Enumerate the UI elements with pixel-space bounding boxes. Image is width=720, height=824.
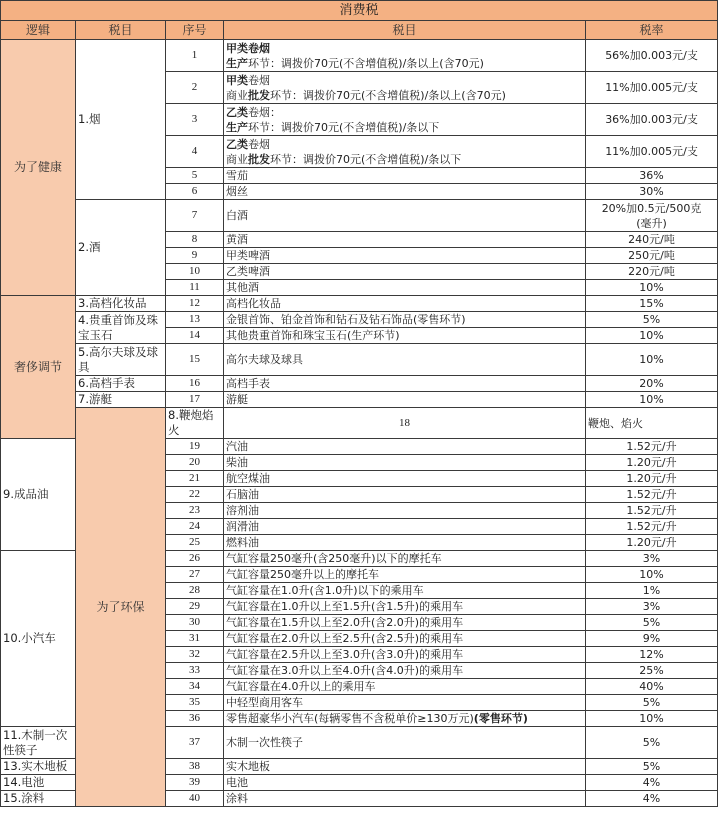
seq-cell: 37 (166, 727, 224, 759)
rate-cell: 12% (586, 647, 718, 663)
category-flooring: 13.实木地板 (1, 759, 76, 775)
category-oil: 9.成品油 (1, 439, 76, 551)
seq-cell: 3 (166, 104, 224, 136)
seq-cell: 33 (166, 663, 224, 679)
table-title: 消费税 (1, 1, 718, 21)
rate-cell: 10% (586, 711, 718, 727)
category-watches: 6.高档手表 (76, 376, 166, 392)
rate-cell: 1% (586, 583, 718, 599)
seq-cell: 15 (166, 344, 224, 376)
header-rate: 税率 (586, 21, 718, 40)
seq-cell: 24 (166, 519, 224, 535)
seq-cell: 22 (166, 487, 224, 503)
rate-cell: 9% (586, 631, 718, 647)
item-cell: 甲类啤酒 (224, 248, 586, 264)
item-text: 环节：调拨价70元(不含增值税)/条以下 (248, 120, 440, 134)
item-cell: 电池 (224, 775, 586, 791)
item-text: 零售超豪华小汽车(每辆零售不含税单价≥130万元) (226, 712, 474, 725)
item-text: 环节：调拨价70元(不含增值税)/条以上(含70元) (270, 88, 506, 102)
seq-cell: 11 (166, 280, 224, 296)
table-row (1, 312, 718, 328)
item-bold: 生产 (226, 120, 248, 134)
item-text: 卷烟： (248, 105, 281, 119)
rate-cell: 10% (586, 280, 718, 296)
rate-cell: 56%加0.003元/支 (586, 40, 718, 72)
header-seq: 序号 (166, 21, 224, 40)
item-cell: 雪茄 (224, 168, 586, 184)
seq-cell: 17 (166, 392, 224, 408)
seq-cell: 29 (166, 599, 224, 615)
item-bold: 甲类 (226, 73, 248, 87)
item-cell (224, 72, 586, 104)
seq-cell: 2 (166, 72, 224, 104)
seq-cell: 26 (166, 551, 224, 567)
seq-cell: 23 (166, 503, 224, 519)
rate-line: 20%加0.5元/500克 (601, 201, 702, 215)
seq-cell: 34 (166, 679, 224, 695)
rate-cell: 10% (586, 567, 718, 583)
item-cell: 其他贵重首饰和珠宝玉石(生产环节) (224, 328, 586, 344)
seq-cell: 8 (166, 232, 224, 248)
rate-cell: 1.52元/升 (586, 487, 718, 503)
logic-luxury: 奢侈调节 (1, 296, 76, 439)
seq-cell: 21 (166, 471, 224, 487)
rate-cell: 5% (586, 615, 718, 631)
item-cell: 气缸容量在4.0升以上的乘用车 (224, 679, 586, 695)
seq-cell: 14 (166, 328, 224, 344)
category-tobacco: 1.烟 (76, 40, 166, 200)
seq-cell: 31 (166, 631, 224, 647)
item-cell: 中轻型商用客车 (224, 695, 586, 711)
item-cell: 气缸容量在3.0升以上至4.0升(含4.0升)的乘用车 (224, 663, 586, 679)
seq-cell: 36 (166, 711, 224, 727)
item-text: 环节：调拨价70元(不含增值税)/条以下 (270, 152, 462, 166)
seq-cell: 35 (166, 695, 224, 711)
seq-cell: 39 (166, 775, 224, 791)
item-cell: 烟丝 (224, 184, 586, 200)
rate-cell: 1.20元/升 (586, 455, 718, 471)
seq-cell: 27 (166, 567, 224, 583)
rate-cell: 11%加0.005元/支 (586, 72, 718, 104)
seq-cell: 38 (166, 759, 224, 775)
table-row (1, 296, 718, 312)
item-text: 卷烟 (248, 73, 270, 87)
rate-cell: 240元/吨 (586, 232, 718, 248)
rate-cell: 5% (586, 695, 718, 711)
rate-cell: 20% (586, 376, 718, 392)
item-cell (224, 711, 586, 727)
item-cell: 气缸容量在1.5升以上至2.0升(含2.0升)的乘用车 (224, 615, 586, 631)
rate-cell: 30% (586, 184, 718, 200)
rate-cell: 11%加0.005元/支 (586, 136, 718, 168)
item-text: 商业 (226, 88, 248, 102)
item-cell: 石脑油 (224, 487, 586, 503)
item-cell: 实木地板 (224, 759, 586, 775)
rate-cell: 4% (586, 775, 718, 791)
rate-cell: 5% (586, 727, 718, 759)
item-bold: 甲类卷烟 (226, 41, 270, 55)
seq-cell: 28 (166, 583, 224, 599)
category-jewelry: 4.贵重首饰及珠宝玉石 (76, 312, 166, 344)
rate-cell: 15% (586, 296, 718, 312)
seq-cell: 40 (166, 791, 224, 807)
item-cell (224, 40, 586, 72)
logic-health: 为了健康 (1, 40, 76, 296)
item-cell: 涂料 (224, 791, 586, 807)
rate-cell (586, 200, 718, 232)
item-cell: 气缸容量250毫升以上的摩托车 (224, 567, 586, 583)
rate-cell: 1.52元/升 (586, 503, 718, 519)
rate-line: (毫升) (636, 216, 667, 230)
item-cell: 黄酒 (224, 232, 586, 248)
header-logic: 逻辑 (1, 21, 76, 40)
category-cosmetics: 3.高档化妆品 (76, 296, 166, 312)
item-cell: 气缸容量250毫升(含250毫升)以下的摩托车 (224, 551, 586, 567)
item-bold: 乙类 (226, 137, 248, 151)
item-cell: 汽油 (224, 439, 586, 455)
seq-cell: 19 (166, 439, 224, 455)
seq-cell: 25 (166, 535, 224, 551)
seq-cell: 20 (166, 455, 224, 471)
item-text: 卷烟 (248, 137, 270, 151)
item-cell: 鞭炮、焰火 (586, 408, 718, 439)
table-row (1, 376, 718, 392)
item-cell: 航空煤油 (224, 471, 586, 487)
seq-cell: 32 (166, 647, 224, 663)
item-bold: 乙类 (226, 105, 248, 119)
rate-cell: 36% (586, 168, 718, 184)
item-cell: 木制一次性筷子 (224, 727, 586, 759)
rate-cell: 250元/吨 (586, 248, 718, 264)
category-battery: 14.电池 (1, 775, 76, 791)
category-paint: 15.涂料 (1, 791, 76, 807)
header-category: 税目 (76, 21, 166, 40)
seq-cell: 12 (166, 296, 224, 312)
category-chopsticks: 11.木制一次性筷子 (1, 727, 76, 759)
category-yachts: 7.游艇 (76, 392, 166, 408)
rate-cell: 3% (586, 551, 718, 567)
table-row (1, 200, 718, 232)
category-cars: 10.小汽车 (1, 551, 76, 727)
item-bold: (零售环节) (473, 712, 528, 725)
rate-cell: 5% (586, 759, 718, 775)
item-cell: 乙类啤酒 (224, 264, 586, 280)
category-golf: 5.高尔夫球及球具 (76, 344, 166, 376)
seq-cell: 1 (166, 40, 224, 72)
seq-cell: 16 (166, 376, 224, 392)
item-cell: 气缸容量在1.0升(含1.0升)以下的乘用车 (224, 583, 586, 599)
seq-cell: 30 (166, 615, 224, 631)
table-row (1, 408, 718, 439)
item-cell: 白酒 (224, 200, 586, 232)
rate-cell: 1.52元/升 (586, 439, 718, 455)
item-bold: 批发 (248, 152, 270, 166)
seq-cell: 7 (166, 200, 224, 232)
table-row (1, 344, 718, 376)
item-cell: 燃料油 (224, 535, 586, 551)
seq-cell: 6 (166, 184, 224, 200)
seq-cell: 9 (166, 248, 224, 264)
item-cell: 气缸容量在1.0升以上至1.5升(含1.5升)的乘用车 (224, 599, 586, 615)
seq-cell: 13 (166, 312, 224, 328)
rate-cell: 220元/吨 (586, 264, 718, 280)
seq-cell: 5 (166, 168, 224, 184)
rate-cell: 40% (586, 679, 718, 695)
rate-cell: 4% (586, 791, 718, 807)
seq-cell: 18 (224, 408, 586, 439)
item-cell: 其他酒 (224, 280, 586, 296)
rate-cell: 1.20元/升 (586, 471, 718, 487)
item-text: 环节：调拨价70元(不含增值税)/条以上(含70元) (248, 56, 484, 70)
item-cell: 柴油 (224, 455, 586, 471)
table-row (1, 40, 718, 72)
item-cell: 气缸容量在2.5升以上至3.0升(含3.0升)的乘用车 (224, 647, 586, 663)
category-fireworks: 8.鞭炮焰火 (166, 408, 224, 439)
rate-cell: 10% (586, 392, 718, 408)
item-bold: 批发 (248, 88, 270, 102)
item-cell: 润滑油 (224, 519, 586, 535)
item-cell: 游艇 (224, 392, 586, 408)
item-cell (224, 104, 586, 136)
rate-cell: 5% (586, 312, 718, 328)
rate-cell: 25% (586, 663, 718, 679)
seq-cell: 10 (166, 264, 224, 280)
item-cell: 溶剂油 (224, 503, 586, 519)
rate-cell: 1.52元/升 (586, 519, 718, 535)
rate-cell: 10% (586, 344, 718, 376)
table-row (1, 392, 718, 408)
rate-cell: 3% (586, 599, 718, 615)
rate-cell: 10% (586, 328, 718, 344)
rate-cell: 36%加0.003元/支 (586, 104, 718, 136)
seq-cell: 4 (166, 136, 224, 168)
item-cell: 金银首饰、铂金首饰和钻石及钻石饰品(零售环节) (224, 312, 586, 328)
rate-cell: 1.20元/升 (586, 535, 718, 551)
item-cell (224, 136, 586, 168)
item-bold: 生产 (226, 56, 248, 70)
header-item: 税目 (224, 21, 586, 40)
item-cell: 高档手表 (224, 376, 586, 392)
item-text: 商业 (226, 152, 248, 166)
logic-environment: 为了环保 (76, 408, 166, 807)
item-cell: 高档化妆品 (224, 296, 586, 312)
item-cell: 高尔夫球及球具 (224, 344, 586, 376)
category-alcohol: 2.酒 (76, 200, 166, 296)
item-cell: 气缸容量在2.0升以上至2.5升(含2.5升)的乘用车 (224, 631, 586, 647)
